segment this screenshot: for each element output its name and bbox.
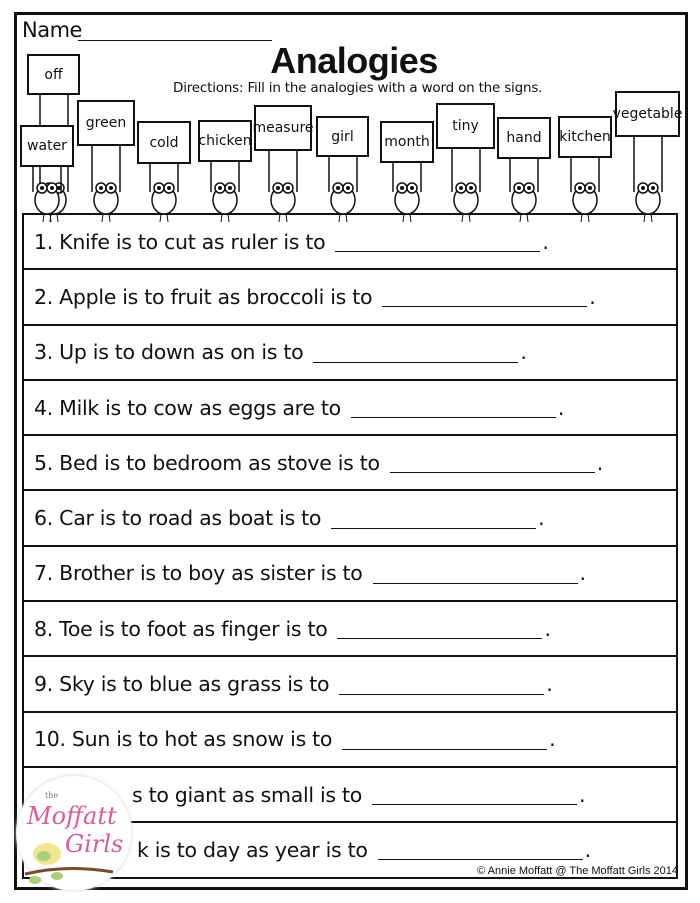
bird-icon [313,157,373,222]
analogy-row [24,657,676,712]
analogy-text: 4. Milk is to cow as eggs are to [34,395,341,420]
bird-icon [134,164,194,222]
analogy-text: k is to day as year is to [137,837,368,862]
bird-icon [253,151,313,222]
sign-tiny: tiny [436,103,495,149]
analogy-text: 9. Sky is to blue as grass is to [34,672,330,697]
copyright: © Annie Moffatt @ The Moffatt Girls 2014 [477,865,678,877]
answer-blank[interactable] [313,342,518,363]
sign-chicken: chicken [198,120,252,162]
analogy-text: s to giant as small is to [132,782,362,807]
svg-text:the: the [45,791,59,800]
period: . [542,229,549,254]
answer-blank[interactable] [335,231,540,252]
bird-icon [76,146,136,222]
period: . [549,727,556,752]
analogy-row [24,491,676,546]
sign-cold: cold [137,121,191,164]
period: . [520,340,527,365]
analogy-row [24,436,676,491]
analogy-row [24,215,676,270]
answer-blank[interactable] [351,397,556,418]
analogy-text: 1. Knife is to cut as ruler is to [34,229,326,254]
analogy-row [24,270,676,325]
moffatt-girls-logo [16,775,132,891]
answer-blank[interactable] [339,674,544,695]
sign-hand: hand [497,117,551,159]
answer-blank[interactable] [342,729,547,750]
sign-water: water [20,125,74,167]
period: . [596,450,603,475]
analogy-text: 2. Apple is to fruit as broccoli is to [34,284,373,309]
analogy-text: 8. Toe is to foot as finger is to [34,616,328,641]
bird-icon [17,167,77,222]
analogy-text: 10. Sun is to hot as snow is to [34,727,333,752]
directions: Directions: Fill in the analogies with a word on the signs. [173,80,543,96]
period: . [546,672,553,697]
bird-icon [494,159,554,222]
period: . [578,782,586,807]
period: . [589,284,596,309]
answer-blank[interactable] [373,563,578,584]
analogy-row [24,547,676,602]
sign-vegetable: vegetable [615,91,680,137]
analogy-text: 6. Car is to road as boat is to [34,506,322,531]
answer-blank[interactable] [337,618,542,639]
svg-text:Moffatt: Moffatt [27,802,117,830]
period: . [584,837,591,862]
period: . [544,616,551,641]
page-title: Analogies [270,40,438,81]
analogy-text: 7. Brother is to boy as sister is to [34,561,363,586]
analogy-row [24,381,676,436]
bird-icon [618,137,678,222]
analogy-row [24,602,676,657]
sign-girl: girl [316,116,369,157]
period: . [538,506,545,531]
answer-blank[interactable] [331,508,536,529]
sign-green: green [77,100,135,146]
sign-kitchen: kitchen [558,116,612,158]
analogy-text: 3. Up is to down as on is to [34,340,304,365]
bird-icon [555,158,615,222]
name-label: Name [22,18,82,42]
svg-text:Girls: Girls [65,830,124,858]
answer-blank[interactable] [382,286,587,307]
sign-measure: measure [254,105,312,151]
analogy-row [24,326,676,381]
bird-icon [195,162,255,222]
bird-icon [436,149,496,222]
analogy-row [24,713,676,768]
answer-blank[interactable] [390,452,595,473]
sign-month: month [380,121,434,163]
period: . [579,561,586,586]
bird-icon [377,163,437,222]
answer-blank[interactable] [378,839,583,860]
period: . [557,395,565,420]
analogy-text: 5. Bed is to bedroom as stove is to [34,450,380,475]
answer-blank[interactable] [372,784,577,805]
sign-off: off [27,54,80,95]
